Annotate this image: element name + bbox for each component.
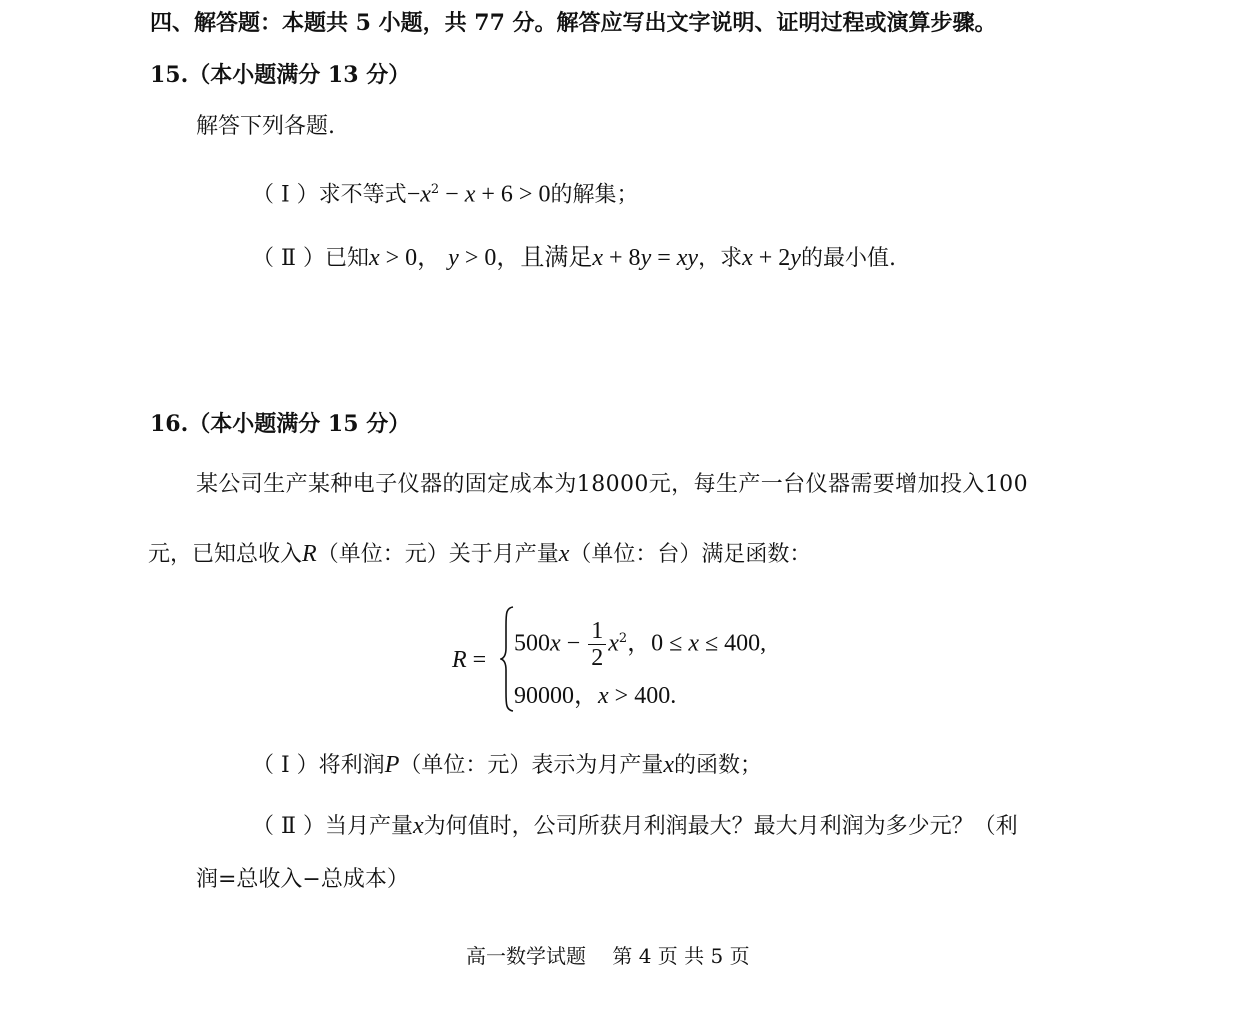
text: （ Ⅱ ）当月产量 — [252, 814, 413, 839]
math: − — [406, 181, 421, 208]
section-heading: 四、解答题：本题共 5 小题，共 77 分。解答应写出文字说明、证明过程或演算步骤。 — [150, 10, 997, 36]
math: = — [651, 245, 677, 271]
math-var: R — [302, 541, 317, 567]
text: 元，已知总收入 — [148, 542, 303, 567]
question-16-part-1 — [252, 750, 762, 781]
text: 的最小值. — [800, 246, 896, 271]
math-var: xy — [676, 245, 699, 271]
exponent: 2 — [430, 182, 440, 197]
math: ，0 ≤ — [627, 630, 689, 657]
text: （单位：元）表示为月产量 — [399, 753, 664, 778]
math-var: x — [742, 245, 753, 271]
question-15-title: 15.（本小题满分 13 分） — [150, 62, 411, 88]
question-16-part-2 — [252, 811, 1018, 842]
math: > 0， — [379, 245, 442, 271]
math-var: x — [663, 752, 675, 778]
denominator: 2 — [591, 644, 604, 671]
math-var: y — [448, 245, 459, 271]
math: + 2 — [752, 245, 791, 271]
math: ≤ 400, — [698, 630, 767, 657]
case-2 — [514, 681, 676, 712]
exponent: 2 — [618, 631, 628, 646]
math: + 6 > 0 — [475, 181, 551, 208]
question-15-part-2 — [252, 243, 896, 274]
math-var: x — [550, 630, 561, 657]
math-var: x — [558, 541, 570, 567]
page-footer: 高一数学试题 第 4 页 共 5 页 — [466, 944, 750, 968]
math: − — [439, 181, 465, 208]
label: （ Ⅱ ）已知 — [252, 246, 369, 271]
math-var: y — [790, 245, 801, 271]
text: （单位：台）满足函数： — [569, 542, 812, 567]
question-15-intro: 解答下列各题. — [196, 114, 335, 139]
math: − — [560, 630, 587, 657]
math-var: R — [452, 647, 467, 673]
math-var: x — [420, 181, 431, 208]
text: 的解集； — [550, 182, 639, 208]
numerator: 1 — [588, 618, 606, 645]
question-16-title: 16.（本小题满分 15 分） — [150, 411, 411, 437]
math: = — [466, 647, 487, 673]
math: + 8 — [603, 245, 641, 271]
math: > 0，且满足 — [458, 245, 593, 271]
question-16-paragraph-2 — [148, 539, 811, 570]
math-var: y — [640, 245, 652, 271]
label: （ Ⅰ ）求不等式 — [252, 182, 407, 208]
left-brace-icon — [500, 606, 514, 712]
math-var: x — [464, 181, 476, 208]
math-var: x — [368, 245, 380, 271]
text: 的函数； — [674, 753, 763, 778]
math-var: x — [592, 245, 604, 271]
math-var: x — [688, 630, 699, 657]
math-var: x — [412, 813, 424, 839]
text: ，求 — [698, 246, 743, 271]
math-var: x — [598, 683, 609, 709]
text: （单位：元）关于月产量 — [316, 542, 559, 567]
math-var: x — [608, 630, 619, 657]
question-15-part-1 — [252, 175, 638, 210]
text: 为何值时，公司所获月利润最大？最大月利润为多少元？（利 — [423, 814, 1018, 839]
question-16-paragraph-1: 某公司生产某种电子仪器的固定成本为18000元，每生产一台仪器需要增加投入100 — [196, 472, 1028, 497]
math: > 400. — [608, 683, 677, 709]
case-1 — [514, 612, 766, 671]
question-16-part-2-cont: 润=总收入−总成本） — [196, 867, 409, 892]
math: 90000， — [514, 683, 598, 709]
fraction — [588, 618, 606, 671]
math: 500 — [514, 630, 550, 657]
math-var: P — [384, 752, 400, 778]
text: （ Ⅰ ）将利润 — [252, 753, 385, 778]
